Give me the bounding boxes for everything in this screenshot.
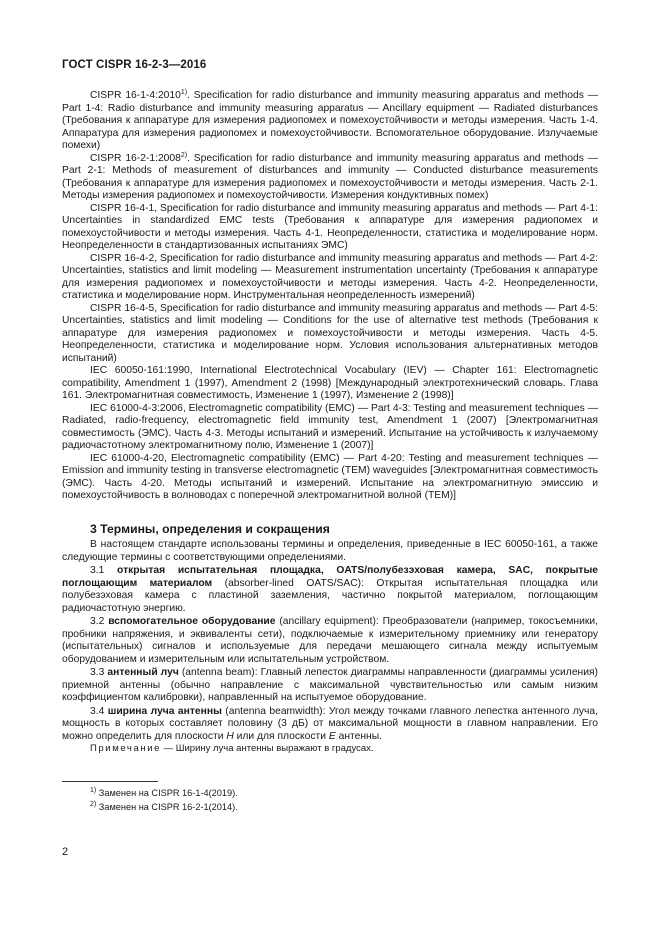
term-name: вспомогательное оборудование	[108, 616, 276, 627]
document-body	[62, 90, 598, 756]
footnote-item: $^{2)}$ Заменен на CISPR 16-2-1(2014).	[90, 800, 238, 812]
footnote-ref[interactable]: 1)	[180, 89, 188, 96]
footnote-item: $^{1)}$ Заменен на CISPR 16-1-4(2019).	[90, 787, 238, 798]
section-heading: 3 Термины, определения и сокращения	[90, 521, 330, 536]
term-name: открытая испытательная площадка, OATS/полубезэховая камера, SAC, покрытые поглощающим материалом	[62, 565, 598, 589]
footnote-ref[interactable]: 2)	[180, 151, 188, 159]
reference-item: IEC 60050-161:1990, International Electrotechnical Vocabulary (IEV) — Chapter 161: Electromagnetic compatibility, Amendment 1 (1997), Amendment 2 (1998) [Международный электротехнический словарь. Глава 161. Электромагнитная совместимость, Изменение 1 (1997), Изменение 2 (1998)]	[62, 365, 598, 401]
reference-item: CISPR 16-4-1, Specification for radio disturbance and immunity measuring apparatus and methods — Part 4-1: Uncertainties in standardized EMC tests (Требования к аппаратуре для измерения радиопомех и помехоустойчивости и методы измерения. Часть 4-1. Неопределенности, статистика и моделирование норм. Неопределенности в стандартизованных испытаниях ЭМС)	[62, 202, 598, 251]
note: Примечание — Ширину луча антенны выражают в градусах.	[90, 743, 374, 754]
page-number: 2	[62, 846, 69, 858]
note-label: Примечание	[90, 743, 161, 754]
reference-item: CISPR 16-4-5, Specification for radio disturbance and immunity measuring apparatus and methods — Part 4-5: Uncertainties, statistics and limit modeling — Conditions for the use of alternative test methods (Требования к аппаратуре для измерения радиопомех и помехоустойчивости и методы измерения. Часть 4-5. Неопределенности, статистика и моделирование норм. Условия использования альтернативных методов испытаний)	[62, 302, 598, 364]
standard-header: ГОСТ CISPR 16-2-3—2016	[62, 59, 207, 71]
reference-item: IEC 61000-4-20, Electromagnetic compatibility (EMC) — Part 4-20: Testing and measurement techniques — Emission and immunity testing in transverse electromagnetic (TEM) waveguides [Электромагнитная совместимость (ЭМС). Часть 4-20. Методы испытаний и измерений. Испытание на электромагнитную эмиссию и помехоустойчивость в волноводах с поперечной электромагнитной волной (ТЕМ)]	[62, 452, 598, 501]
reference-item: CISPR 16-2-1:2008$^{2)}$. Specification for radio disturbance and immunity measuring apparatus and methods — Part 2-1: Methods of measurement of disturbances and immunity — Conducted disturbance measurements (Требования к аппаратуре для измерения радиопомех и помехоустойчивости и методы измерения. Часть 2-1. Методы измерения радиопомех и помехоустойчивости. Измерения кондуктивных помех)	[62, 151, 598, 201]
reference-item: CISPR 16-1-4:2010$^{1)}$. Specification for radio disturbance and immunity measuring apparatus and methods — Part 1-4: Radio disturbance and immunity measuring apparatus — Ancillary equipment — Radiated disturbances (Требования к аппаратуре для измерения радиопомех и помехоустойчивости и методы измерения. Часть 1-4. Аппаратура для измерения радиопомех и помехоустойчивости. Вспомогательное оборудование. Излучаемые помехи)	[62, 89, 598, 151]
term-name: ширина луча антенны	[107, 705, 222, 717]
section-intro: В настоящем стандарте использованы термины и определения, приведенные в IEC 60050-161, а также следующие термины с соответствующими определениями.	[62, 539, 598, 563]
reference-item: IEC 61000-4-3:2006, Electromagnetic compatibility (EMC) — Part 4-3: Testing and measurement techniques — Radiated, radio-frequency, electromagnetic field immunity test, Amendment 1 (2007) [Электромагнитная совместимость (ЭМС). Часть 4-3. Методы испытаний и измерений. Испытание на устойчивость к излучаемому радиочастотному электромагнитному полю, Изменение 1 (2007)]	[62, 402, 598, 451]
term-definition: 3.1 открытая испытательная площадка, OATS/полубезэховая камера, SAC, покрытые поглощающим материалом (absorber-lined OATS/SAC): Открытая испытательная площадка или полубезэховая камера с пластиной заземления, частично покрытой материалом, поглощающим радиочастотную энергию.	[62, 565, 598, 614]
term-definition: 3.2 вспомогательное оборудование (ancillary equipment): Преобразователи (например, токосъемники, пробники напряжения, и эквиваленты сети), подключаемые к измерительному приемнику или генератору (испытательных) сигналов и используемые для передачи мешающего сигнала между испытуемым оборудованием и измерительным или испытательным устройством.	[62, 616, 598, 665]
footnote-divider	[62, 781, 158, 782]
footnotes	[90, 787, 238, 814]
term-definition: 3.3 антенный луч (antenna beam): Главный лепесток диаграммы направленности (диаграммы усиления) приемной антенны (обычно направление с максимальной чувствительностью или самым низким коэффициентом калибровки), направленный на испытуемое оборудование.	[62, 667, 598, 703]
term-name: антенный луч	[107, 667, 179, 678]
term-definition: 3.4 ширина луча антенны (antenna beamwidth): Угол между точками главного лепестка антенного луча, мощность в которых составляет половину (3 дБ) от максимальной мощности в главном направлении. Его можно определить для плоскости H или для плоскости E антенны.	[62, 705, 598, 742]
reference-item: CISPR 16-4-2, Specification for radio disturbance and immunity measuring apparatus and methods — Part 4-2: Uncertainties, statistics and limit modeling — Measurement instrumentation uncertainty (Требования к аппаратуре для измерения радиопомех и помехоустойчивости и методы измерения. Часть 4-2. Неопределенности, статистика и моделирование норм. Инструментальная неопределенность измерений)	[62, 252, 598, 301]
